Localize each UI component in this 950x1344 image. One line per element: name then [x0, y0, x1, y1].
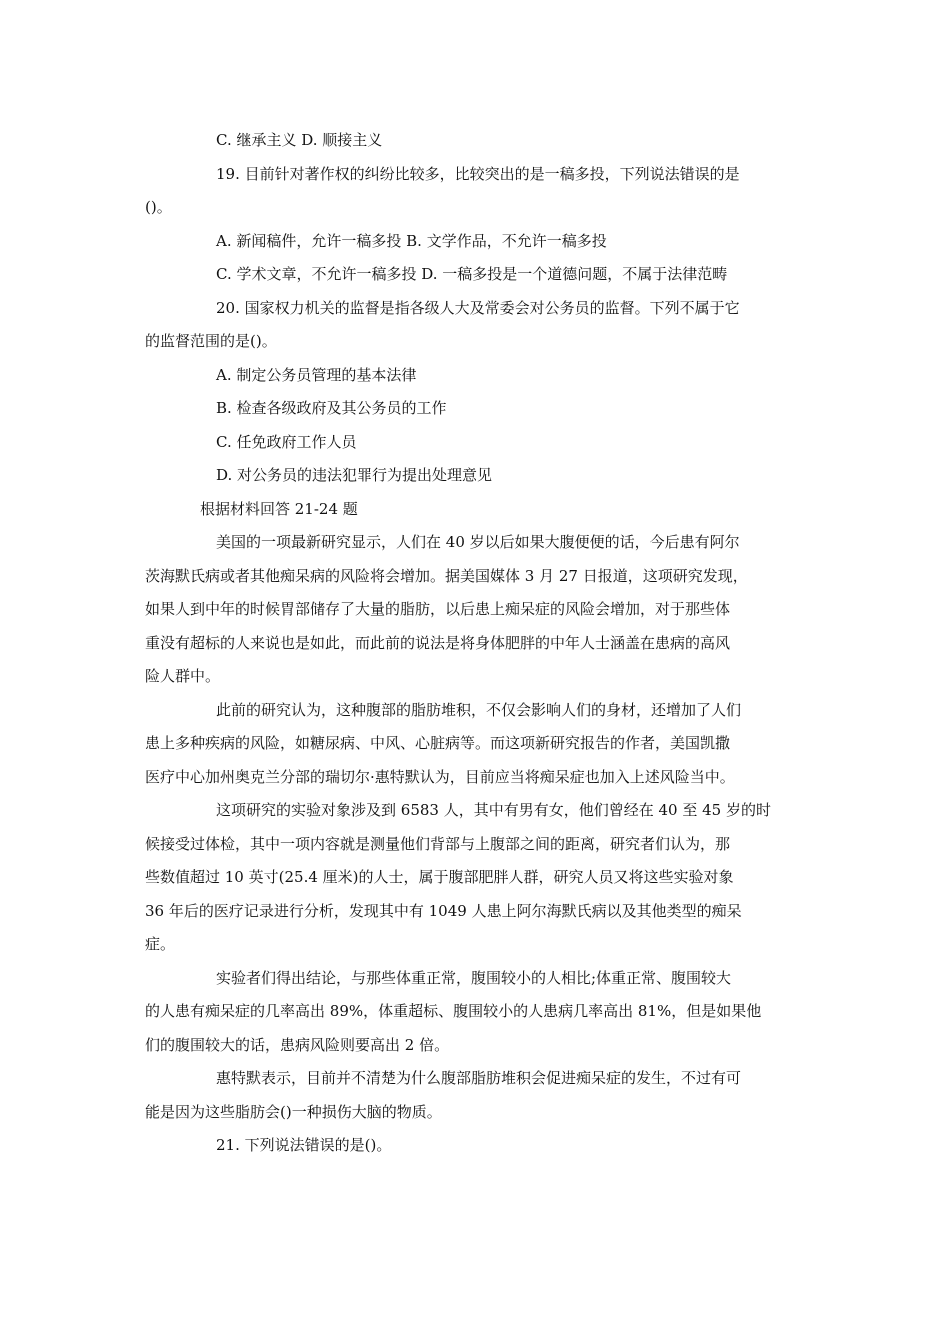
- passage-p1-line-3: 如果人到中年的时候胃部储存了大量的脂肪，以后患上痴呆症的风险会增加，对于那些体: [145, 600, 731, 618]
- passage-p5-line-2: 能是因为这些脂肪会()一种损伤大脑的物质。: [145, 1102, 442, 1121]
- question-21: 21. 下列说法错误的是()。: [216, 1136, 392, 1154]
- option-line-q19-cd: C. 学术文章，不允许一稿多投 D. 一稿多投是一个道德问题，不属于法律范畴: [216, 265, 728, 283]
- passage-p2-line-1: 此前的研究认为，这种腹部的脂肪堆积，不仅会影响人们的身材，还增加了人们: [216, 700, 742, 719]
- question-20-line-1: 20. 国家权力机关的监督是指各级人大及常委会对公务员的监督。下列不属于它: [216, 298, 740, 317]
- section-instruction: 根据材料回答 21-24 题: [200, 499, 358, 518]
- passage-p4-line-1: 实验者们得出结论，与那些体重正常，腹围较小的人相比;体重正常、腹围较大: [216, 968, 732, 987]
- option-q20-a: A. 制定公务员管理的基本法律: [216, 365, 417, 384]
- question-19-line-1: 19. 目前针对著作权的纠纷比较多，比较突出的是一稿多投，下列说法错误的是: [216, 164, 740, 183]
- passage-p1-line-2: 茨海默氏病或者其他痴呆病的风险将会增加。据美国媒体 3 月 27 日报道，这项研究发现，: [145, 566, 748, 585]
- passage-p3-line-5: 症。: [145, 935, 176, 953]
- option-q20-c: C. 任免政府工作人员: [216, 432, 357, 451]
- passage-p4-line-3: 们的腹围较大的话，患病风险则要高出 2 倍。: [145, 1035, 450, 1054]
- passage-p2-line-2: 患上多种疾病的风险，如糖尿病、中风、心脏病等。而这项新研究报告的作者，美国凯撒: [145, 734, 731, 752]
- passage-p3-line-4: 36 年后的医疗记录进行分析，发现其中有 1049 人患上阿尔海默氏病以及其他类型的痴呆: [145, 901, 742, 920]
- passage-p2-line-3: 医疗中心加州奥克兰分部的瑞切尔·惠特默认为，目前应当将痴呆症也加入上述风险当中。: [145, 767, 735, 786]
- option-q20-d: D. 对公务员的违法犯罪行为提出处理意见: [216, 466, 493, 484]
- passage-p5-line-1: 惠特默表示，目前并不清楚为什么腹部脂肪堆积会促进痴呆症的发生，不过有可: [216, 1069, 742, 1087]
- option-line-q18-cd: C. 继承主义 D. 顺接主义: [216, 131, 383, 149]
- option-q20-b: B. 检查各级政府及其公务员的工作: [216, 399, 447, 417]
- passage-p4-line-2: 的人患有痴呆症的几率高出 89%，体重超标、腹围较小的人患病几率高出 81%，但是如果他: [145, 1002, 762, 1020]
- question-20-line-2: 的监督范围的是()。: [145, 332, 277, 350]
- passage-p3-line-2: 候接受过体检，其中一项内容就是测量他们背部与上腹部之间的距离，研究者们认为，那: [145, 834, 731, 853]
- document-body: [145, 124, 807, 1163]
- passage-p3-line-1: 这项研究的实验对象涉及到 6583 人，其中有男有女，他们曾经在 40 至 45 岁的时: [216, 801, 771, 819]
- question-19-line-2: ()。: [145, 198, 172, 216]
- passage-p1-line-1: 美国的一项最新研究显示，人们在 40 岁以后如果大腹便便的话，今后患有阿尔: [216, 533, 740, 551]
- passage-p3-line-3: 些数值超过 10 英寸(25.4 厘米)的人士，属于腹部肥胖人群，研究人员又将这些实验对象: [145, 868, 734, 886]
- passage-p1-line-4: 重没有超标的人来说也是如此，而此前的说法是将身体肥胖的中年人士涵盖在患病的高风: [145, 633, 731, 652]
- option-line-q19-ab: A. 新闻稿件，允许一稿多投 B. 文学作品，不允许一稿多投: [216, 231, 607, 250]
- passage-p1-line-5: 险人群中。: [145, 667, 221, 685]
